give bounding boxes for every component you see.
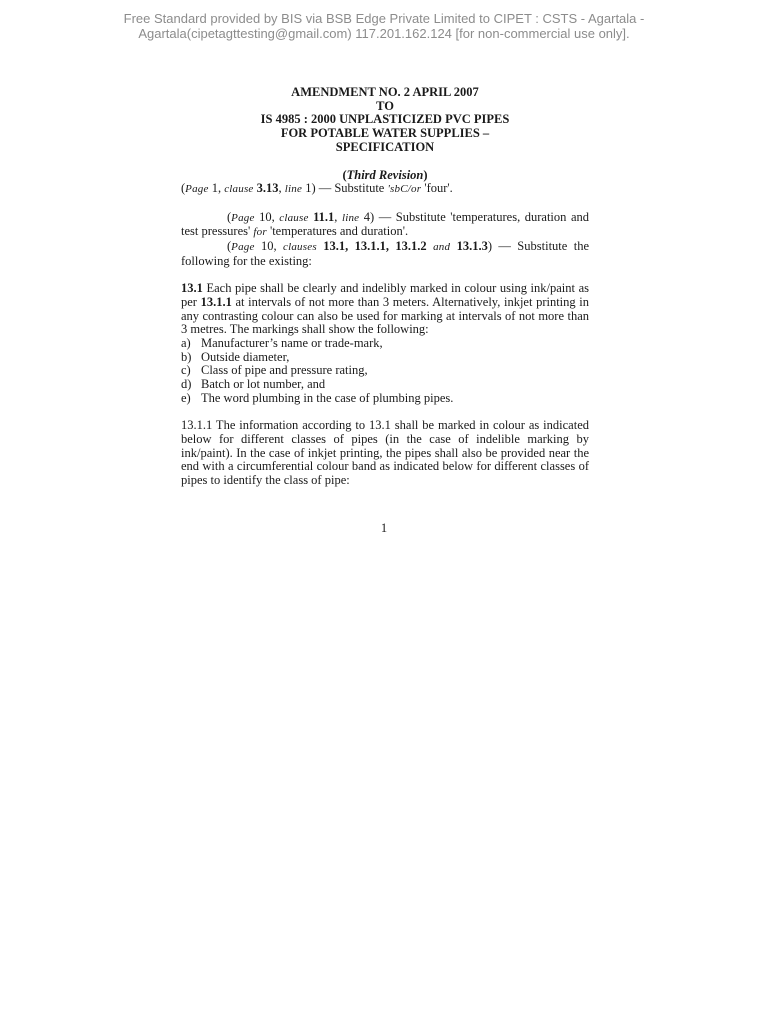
amendment-2: (Page 10, clause 11.1, line 4) — Substitute 'temperatures, duration and test pressures' for 'temperatures and duration'. (181, 209, 589, 239)
clause-13-1-number: 13.1 (181, 281, 203, 296)
marking-list (181, 337, 589, 406)
amend1-page-num: 1 (211, 181, 218, 196)
amend2-line-num: 4 (363, 209, 371, 224)
document-body (181, 86, 589, 488)
document-title (181, 86, 589, 155)
list-item-label: e) (181, 390, 191, 405)
list-item-text: Outside diameter, (201, 349, 290, 364)
amend2-for-word: for (253, 226, 267, 239)
revision-label: (Third Revision) (342, 167, 428, 182)
amend2-line-word: line (341, 211, 360, 224)
list-item (181, 378, 589, 392)
clause-13-1-1: 13.1.1 The information according to 13.1 shall be marked in colour as indicated below for different classes of pipes (in the case of indelible marking by ink/paint). In the case of inkjet printing, the pipes shall also be provided near the end with a circumferential colour band as indicated below for different classes of pipes to identify the class of pipe: (181, 418, 589, 487)
title-line-1: AMENDMENT NO. 2 APRIL 2007 (291, 85, 479, 99)
amend2-page-num: 10 (259, 209, 272, 224)
watermark-line-1: Free Standard provided by BIS via BSB Edge Private Limited to CIPET : CSTS - Agartala - (123, 11, 645, 26)
watermark (0, 11, 768, 41)
list-item-text: Class of pipe and pressure rating, (201, 363, 368, 378)
amend3-last-clause: 13.1.3 (456, 239, 488, 254)
title-line-3: IS 4985 : 2000 UNPLASTICIZED PVC PIPES (260, 112, 510, 127)
amend3-clause-list: 13.1, 13.1.1, 13.1.2 (323, 239, 427, 254)
list-item-text: Manufacturer’s name or trade-mark, (201, 335, 383, 350)
list-item-label: a) (181, 335, 191, 350)
list-item (181, 364, 589, 378)
revision-text: Third Revision (346, 167, 424, 182)
amend2-clause-num: 11.1 (313, 209, 335, 224)
watermark-line-2: Agartala(cipetagttesting@gmail.com) 117.201.162.124 [for non-commercial use only]. (138, 26, 630, 41)
amend3-page-word: Page (231, 241, 255, 254)
list-item-text: The word plumbing in the case of plumbing pipes. (201, 390, 454, 405)
amendment-1: (Page 1, clause 3.13, line 1) — Substitute 'sbC/or 'four'. (181, 181, 453, 196)
amend1-for-phrase: 'sbC/or (387, 183, 422, 196)
amend2-old-value: 'temperatures and duration'. (266, 224, 409, 239)
amend3-clauses-word: clauses (283, 241, 317, 254)
clause-13-1 (181, 282, 589, 337)
amend3-text: ) — Substitute the following for the existing: (181, 239, 589, 268)
list-item-label: b) (181, 349, 192, 364)
title-line-5: SPECIFICATION (335, 139, 435, 154)
amend3-and-word: and (433, 241, 451, 254)
list-item-label: d) (181, 377, 192, 392)
amend2-text: ) — Substitute 'temperatures, duration and test pressures' (181, 209, 589, 239)
amendment-3: (Page 10, clauses 13.1, 13.1.1, 13.1.2 and 13.1.3) — Substitute the following for the existing: (181, 239, 589, 268)
list-item-text: Batch or lot number, and (201, 377, 326, 392)
amend2-page-word: Page (231, 211, 255, 224)
list-item-label: c) (181, 363, 191, 378)
clause-13-1-text-b: at intervals of not more than 3 meters. Alternatively, inkjet printing in any contrasting colour can also be used for marking at intervals of not more than 3 metres. The markings shall show the following: (181, 294, 589, 337)
amend1-text: ) — Substitute (311, 181, 388, 196)
amend3-page-num: 10 (260, 239, 274, 254)
page-number: 1 (380, 521, 388, 535)
clause-13-1-text-a: Each pipe shall be clearly and indelibly marked in colour using ink/paint as per (181, 281, 589, 309)
amend1-line-word: line (284, 183, 303, 196)
amend1-page-word: Page (185, 183, 209, 196)
amend1-line-num: 1 (305, 181, 312, 196)
amend2-clause-word: clause (279, 211, 309, 224)
title-line-4: FOR POTABLE WATER SUPPLIES – (280, 126, 490, 141)
amend1-new-value: 'four'. (421, 181, 453, 196)
list-item (181, 337, 589, 351)
list-item (181, 392, 589, 406)
list-item (181, 351, 589, 365)
amend1-clause-num: 3.13 (256, 181, 279, 196)
clause-13-1-ref: 13.1.1 (200, 294, 232, 309)
amend1-clause-word: clause (224, 183, 254, 196)
title-line-2: TO (376, 98, 394, 113)
